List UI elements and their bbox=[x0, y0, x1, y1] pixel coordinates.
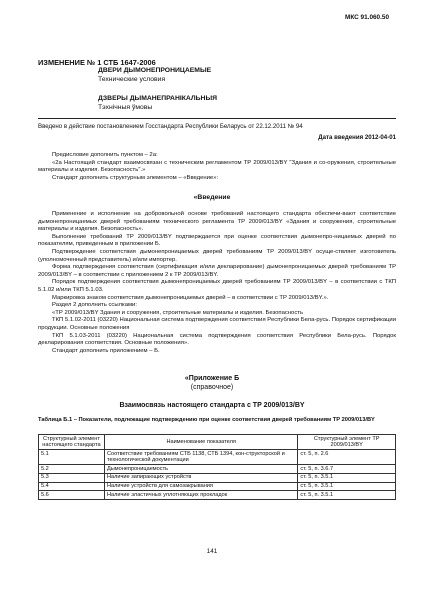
appendix-type: (справочное) bbox=[190, 384, 234, 391]
paragraph: Порядок подтверждения соответствия дымонепроницаемых дверей требованиям ТР 2009/013/BY – в соответствии с ТКП 5.1.02 и/или ТКП 5.1.03. bbox=[38, 279, 396, 293]
table-caption: Таблица Б.1 – Показатели, подлежащие подтверждению при оценке соответствия дверей требованиям ТР 2009/013/BY bbox=[38, 417, 375, 423]
paragraph: ТКП 5.1.03-2011 (03220) Национальная система подтверждения соответствия Республики Бела-русь. Порядок декларирования соответствия. Основные положения». bbox=[38, 332, 396, 347]
relation-heading: Взаимосвязь настоящего стандарта с ТР 2009/013/BY bbox=[119, 402, 305, 409]
table-row bbox=[39, 482, 396, 491]
table-cell: Дымонепроницаемость bbox=[104, 465, 297, 474]
paragraph: Подтверждение соответствия дымонепроницаемых дверей требованиям ТР 2009/013/BY осуще-ствляет изготовитель (уполномоченный представитель) и/или импортер. bbox=[38, 248, 396, 263]
title-russian-main: ДВЕРИ ДЫМОНЕПРОНИЦАЕМЫЕ bbox=[98, 67, 212, 74]
table-row bbox=[39, 465, 396, 474]
paragraph: Выполнение требований ТР 2009/013/BY подтверждается при оценке соответствия дымонепро-ницаемых дверей по показателям, приведенным в приложении Б. bbox=[38, 233, 396, 248]
paragraph: Стандарт дополнить структурным элементом – «Введение»: bbox=[52, 174, 219, 181]
title-russian-sub: Технические условия bbox=[98, 75, 166, 83]
appendix-heading bbox=[0, 374, 424, 392]
table-cell: ст. 5, п. 3.5.1 bbox=[298, 473, 396, 482]
preface-amendments bbox=[38, 152, 396, 182]
table-cell: Наличие эластичных уплотняющих прокладок bbox=[104, 491, 297, 500]
column-header: Структурный элемент ТР 2009/013/BY bbox=[298, 435, 396, 450]
indicators-table bbox=[38, 434, 396, 500]
paragraph: ТКП 5.1.02-2011 (03220) Национальная система подтверждения соответствия Республики Бела-русь. Порядок сертификации продукции. Основные положения bbox=[38, 317, 397, 331]
paragraph: Применение и исполнение на добровольной основе требований настоящего стандарта обеспечи-вают соответствие дымонепроницаемых дверей требованиям технического регламента ТР 2009/013/BY «Здания и сооружения, строительные материалы и изделия. Безопасность». bbox=[38, 211, 396, 233]
table-row bbox=[39, 491, 396, 500]
table-cell: ст. 5, п. 3.5.1 bbox=[298, 491, 396, 500]
title-belarusian-main: ДЗВЕРЫ ДЫМАНЕПРАНІКАЛЬНЫЯ bbox=[98, 95, 217, 102]
paragraph: Предисловие дополнить пунктом – 2а: bbox=[52, 152, 158, 158]
title-russian bbox=[98, 67, 211, 85]
table-cell: 5.1 bbox=[39, 450, 105, 465]
table-cell: 5.4 bbox=[39, 482, 105, 491]
introduction-heading: «Введение bbox=[193, 194, 231, 201]
page-number: 141 bbox=[206, 548, 218, 555]
effective-date: Дата введения 2012-04-01 bbox=[318, 134, 396, 141]
table-cell: ст. 5, п. 3.5.1 bbox=[298, 482, 396, 491]
table-row bbox=[39, 473, 396, 482]
paragraph: «2а Настоящий стандарт взаимосвязан с техническим регламентом ТР 2009/013/BY "Здания и со-оружения, строительные материалы и изделия. Безопасность".» bbox=[38, 159, 396, 174]
paragraph: «ТР 2009/013/BY Здания и сооружения, строительные материалы и изделия. Безопасность bbox=[52, 309, 304, 316]
table-cell: ст. 5, п. 2.6 bbox=[298, 450, 396, 465]
enactment-line: Введено в действие постановлением Госстандарта Республики Беларусь от 22.12.2011 № 94 bbox=[38, 123, 303, 130]
table-cell: ст. 5, п. 3.6.7 bbox=[298, 465, 396, 474]
title-belarusian-sub: Тэхнічныя ўмовы bbox=[98, 103, 153, 111]
table-cell: Наличие устройств для самозакрывания bbox=[104, 482, 297, 491]
mks-code: МКС 91.060.50 bbox=[345, 14, 389, 21]
table-cell: 5.3 bbox=[39, 473, 105, 482]
column-header: Структурный элемент настоящего стандарта bbox=[39, 435, 105, 450]
table-row bbox=[39, 450, 396, 465]
table-cell: 5.2 bbox=[39, 465, 105, 474]
table-cell: Наличие запирающих устройств bbox=[104, 473, 297, 482]
horizontal-rule bbox=[38, 118, 396, 119]
paragraph: Маркировка знаком соответствия дымонепроницаемых дверей – в соответствии с ТР 2009/013/BY.». bbox=[52, 294, 329, 301]
title-belarusian bbox=[98, 95, 217, 113]
table-header-row bbox=[39, 435, 396, 450]
amendment-title: ИЗМЕНЕНИЕ № 1 СТБ 1647-2006 bbox=[38, 58, 156, 67]
table-cell: 5.6 bbox=[39, 491, 105, 500]
introduction-text bbox=[38, 211, 396, 355]
appendix-title: «Приложение Б bbox=[184, 375, 240, 382]
paragraph: Форма подтверждения соответствия (сертификация и/или декларирование) дымонепроницаемых дверей требованиям ТР 2009/013/BY – в соответствии с приложением 2 к ТР 2009/013/BY. bbox=[38, 264, 396, 278]
paragraph: Стандарт дополнить приложением – Б. bbox=[52, 347, 160, 354]
column-header: Наименование показателя bbox=[104, 435, 297, 450]
table-cell: Соответствие требованиям СТБ 1138, СТБ 1394, кон-структорской и технологической документации bbox=[104, 450, 297, 465]
paragraph: Раздел 2 дополнить ссылками: bbox=[52, 302, 137, 309]
